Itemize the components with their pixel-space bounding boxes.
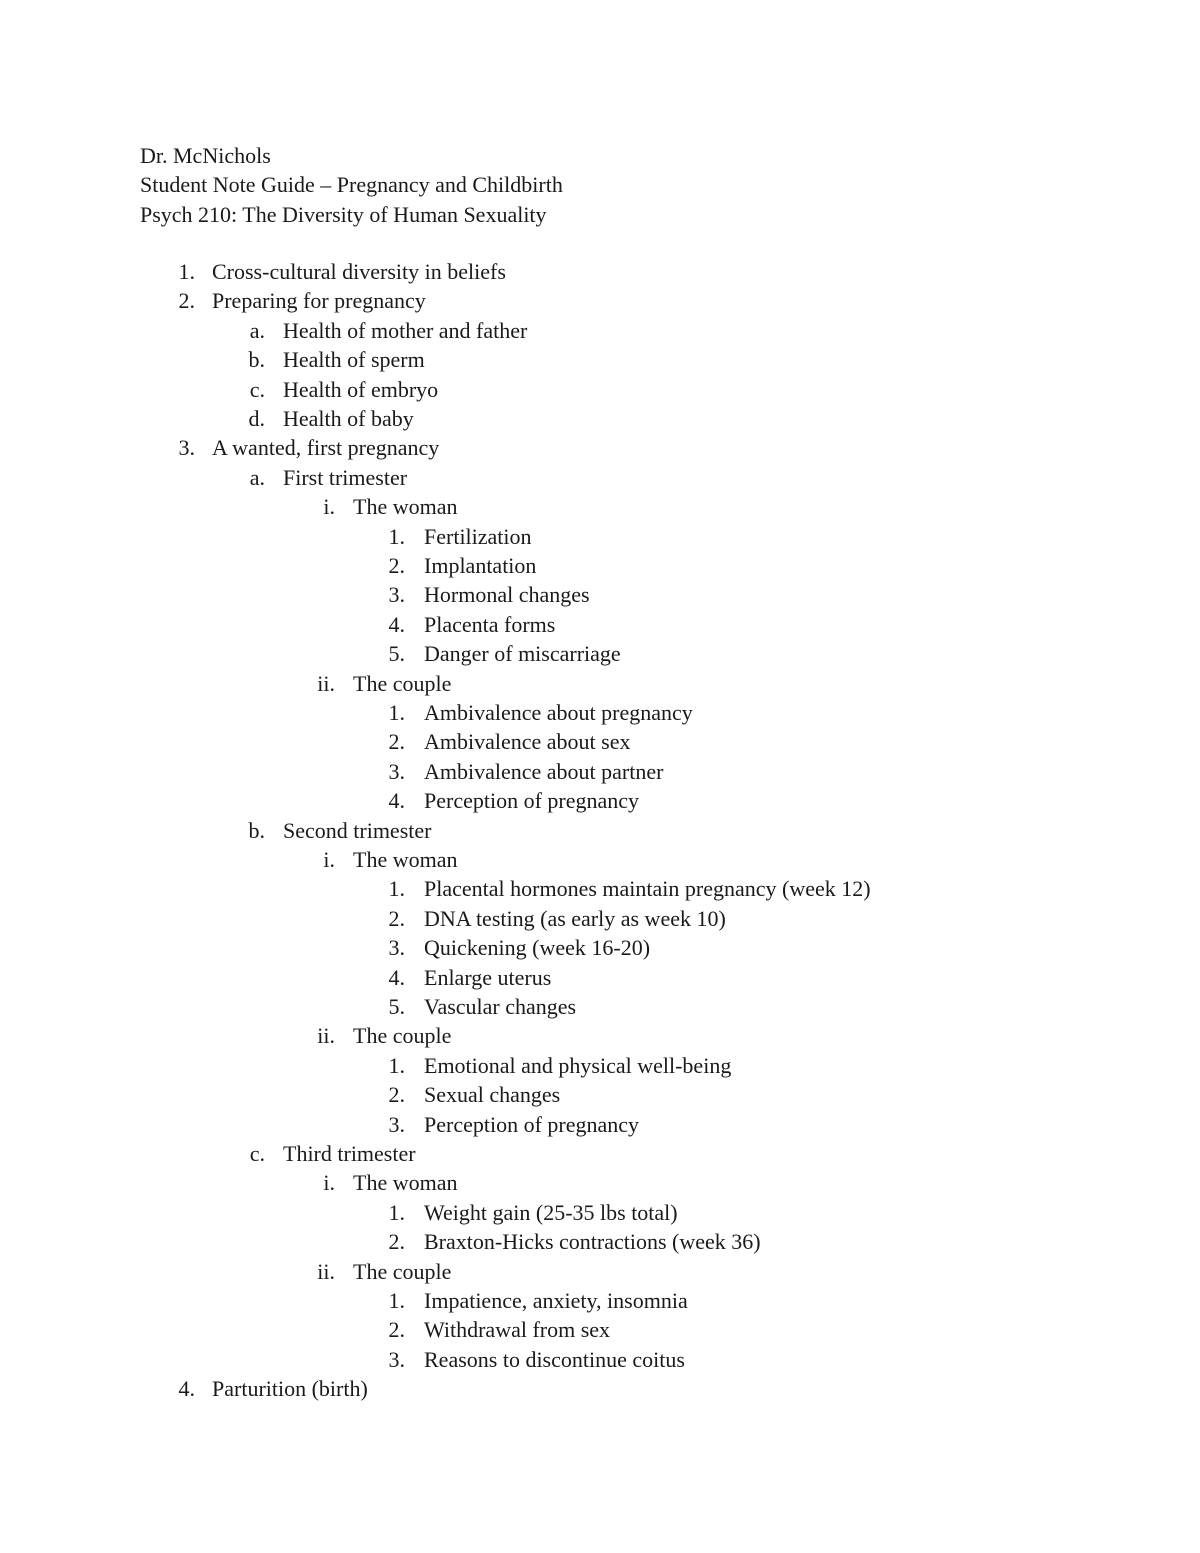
outline-item-level-1: A wanted, first pregnancy bbox=[212, 435, 440, 460]
outline-item-level-2: Health of embryo bbox=[283, 377, 439, 402]
outline-item-level-4: Braxton-Hicks contractions (week 36) bbox=[424, 1229, 761, 1254]
outline-item-level-4: Perception of pregnancy bbox=[424, 1112, 640, 1137]
outline-item-level-1: Parturition (birth) bbox=[212, 1376, 368, 1401]
outline-item-level-3: The couple bbox=[353, 671, 452, 696]
outline-marker-level-4: 2. bbox=[388, 553, 405, 578]
outline-marker-level-3: ii. bbox=[317, 1023, 335, 1048]
outline-item-level-4: Emotional and physical well-being bbox=[424, 1053, 732, 1078]
outline-marker-level-3: ii. bbox=[317, 671, 335, 696]
guide-title: Student Note Guide – Pregnancy and Childbirth bbox=[140, 172, 563, 197]
outline-item-level-4: Ambivalence about sex bbox=[424, 729, 631, 754]
outline-marker-level-4: 2. bbox=[388, 1082, 405, 1107]
outline-marker-level-1: 4. bbox=[178, 1376, 195, 1401]
outline-marker-level-4: 1. bbox=[388, 876, 405, 901]
outline-item-level-4: Withdrawal from sex bbox=[424, 1317, 611, 1342]
outline-item-level-3: The couple bbox=[353, 1023, 452, 1048]
outline-marker-level-4: 2. bbox=[388, 729, 405, 754]
outline-item-level-4: Ambivalence about partner bbox=[424, 759, 664, 784]
outline-marker-level-1: 1. bbox=[178, 259, 195, 284]
outline-item-level-3: The woman bbox=[353, 494, 458, 519]
outline-marker-level-2: c. bbox=[249, 377, 265, 402]
outline-marker-level-4: 5. bbox=[388, 641, 405, 666]
outline-item-level-4: Weight gain (25-35 lbs total) bbox=[424, 1200, 678, 1225]
outline-item-level-4: Fertilization bbox=[424, 524, 532, 549]
outline-marker-level-4: 4. bbox=[388, 965, 405, 990]
outline-marker-level-1: 3. bbox=[178, 435, 195, 460]
outline-marker-level-2: b. bbox=[248, 818, 265, 843]
outline-marker-level-4: 4. bbox=[388, 788, 405, 813]
outline-item-level-3: The woman bbox=[353, 1170, 458, 1195]
outline-marker-level-4: 1. bbox=[388, 700, 405, 725]
outline-marker-level-3: i. bbox=[323, 1170, 335, 1195]
outline-item-level-4: Placenta forms bbox=[424, 612, 556, 637]
outline-marker-level-4: 2. bbox=[388, 1317, 405, 1342]
outline-marker-level-3: ii. bbox=[317, 1259, 335, 1284]
outline-marker-level-2: a. bbox=[249, 318, 265, 343]
outline-marker-level-4: 3. bbox=[388, 1347, 405, 1372]
outline-item-level-2: Health of sperm bbox=[283, 347, 425, 372]
outline-item-level-4: Sexual changes bbox=[424, 1082, 561, 1107]
outline-marker-level-4: 2. bbox=[388, 1229, 405, 1254]
outline-marker-level-4: 4. bbox=[388, 612, 405, 637]
outline-marker-level-1: 2. bbox=[178, 288, 195, 313]
outline-item-level-2: Health of baby bbox=[283, 406, 414, 431]
outline-item-level-4: Enlarge uterus bbox=[424, 965, 552, 990]
outline-item-level-4: Ambivalence about pregnancy bbox=[424, 700, 693, 725]
outline-marker-level-2: a. bbox=[249, 465, 265, 490]
author-name: Dr. McNichols bbox=[140, 143, 271, 168]
outline-item-level-2: Third trimester bbox=[283, 1141, 416, 1166]
outline-marker-level-3: i. bbox=[323, 847, 335, 872]
outline-marker-level-4: 1. bbox=[388, 1288, 405, 1313]
outline-item-level-3: The woman bbox=[353, 847, 458, 872]
outline-item-level-4: Perception of pregnancy bbox=[424, 788, 640, 813]
outline-item-level-4: Hormonal changes bbox=[424, 582, 590, 607]
course-title: Psych 210: The Diversity of Human Sexuality bbox=[140, 202, 547, 227]
outline-item-level-1: Cross-cultural diversity in beliefs bbox=[212, 259, 506, 284]
outline-marker-level-4: 5. bbox=[388, 994, 405, 1019]
outline-marker-level-2: c. bbox=[249, 1141, 265, 1166]
outline-item-level-3: The couple bbox=[353, 1259, 452, 1284]
outline-item-level-2: Health of mother and father bbox=[283, 318, 528, 343]
outline-item-level-4: Danger of miscarriage bbox=[424, 641, 621, 666]
outline-marker-level-4: 3. bbox=[388, 935, 405, 960]
outline-item-level-4: Vascular changes bbox=[424, 994, 577, 1019]
outline-marker-level-2: b. bbox=[248, 347, 265, 372]
outline-item-level-4: Reasons to discontinue coitus bbox=[424, 1347, 685, 1372]
outline-item-level-1: Preparing for pregnancy bbox=[212, 288, 426, 313]
outline-item-level-4: Implantation bbox=[424, 553, 537, 578]
outline-marker-level-4: 1. bbox=[388, 1053, 405, 1078]
outline-marker-level-4: 1. bbox=[388, 524, 405, 549]
outline-marker-level-4: 3. bbox=[388, 582, 405, 607]
outline-marker-level-4: 3. bbox=[388, 1112, 405, 1137]
outline-item-level-4: Placental hormones maintain pregnancy (week 12) bbox=[424, 876, 871, 901]
outline-marker-level-4: 3. bbox=[388, 759, 405, 784]
outline-marker-level-3: i. bbox=[323, 494, 335, 519]
outline-item-level-4: Quickening (week 16-20) bbox=[424, 935, 651, 960]
outline-marker-level-4: 2. bbox=[388, 906, 405, 931]
outline-item-level-4: Impatience, anxiety, insomnia bbox=[424, 1288, 688, 1313]
outline-item-level-2: Second trimester bbox=[283, 818, 432, 843]
outline-item-level-4: DNA testing (as early as week 10) bbox=[424, 906, 726, 931]
outline-marker-level-4: 1. bbox=[388, 1200, 405, 1225]
outline-item-level-2: First trimester bbox=[283, 465, 408, 490]
outline-marker-level-2: d. bbox=[248, 406, 265, 431]
